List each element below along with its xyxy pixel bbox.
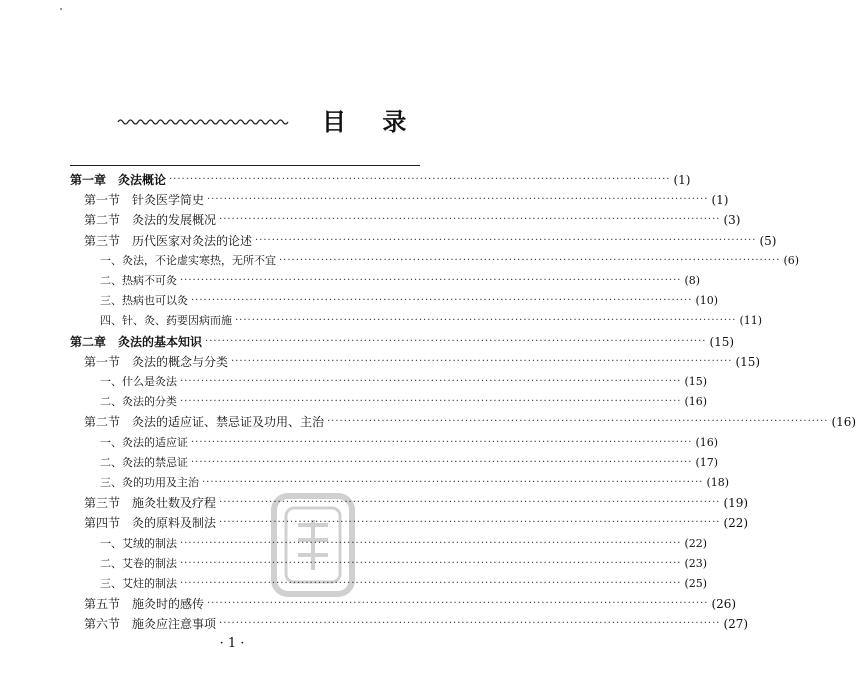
toc-leader-dots: ························································································································	[180, 376, 682, 387]
toc-entry-section[interactable]	[84, 412, 856, 432]
toc-leader-dots: ························································································································	[327, 416, 829, 428]
toc-entry-page: (16)	[695, 435, 719, 449]
toc-entry-label: 第五节 施灸时的感传	[84, 597, 205, 612]
toc-entry-section[interactable]	[84, 614, 749, 634]
toc-leader-dots: ························································································································	[207, 194, 709, 206]
toc-entry-page: (27)	[723, 617, 749, 632]
toc-leader-dots: ························································································································	[202, 477, 704, 488]
toc-entry-label: 二、艾卷的制法	[100, 556, 177, 570]
toc-entry-label: 一、灸法的适应证	[100, 435, 188, 449]
toc-entry-page: (15)	[684, 375, 708, 388]
toc-entry-label: 第三节 施灸壮数及疗程	[84, 496, 217, 511]
toc-leader-dots: ························································································································	[207, 598, 709, 610]
toc-entry-section[interactable]	[84, 594, 737, 614]
toc-entry-page: (5)	[759, 233, 777, 248]
toc-entry-section[interactable]	[84, 513, 749, 533]
toc-leader-dots: ························································································································	[219, 517, 721, 529]
toc-entry-label: 三、艾炷的制法	[100, 577, 177, 590]
toc-entry-page: (16)	[831, 415, 856, 430]
toc-entry-page: (10)	[695, 294, 719, 308]
toc-entry-sub[interactable]	[100, 291, 719, 311]
toc-entry-page: (22)	[723, 516, 749, 531]
toc-entry-label: 第一章 灸法概论	[70, 173, 167, 187]
toc-leader-dots: ························································································································	[255, 234, 757, 246]
toc-entry-page: (26)	[711, 597, 737, 612]
toc-entry-section[interactable]	[84, 493, 749, 513]
toc-leader-dots: ························································································································	[180, 578, 682, 589]
toc-entry-section[interactable]	[84, 210, 741, 230]
toc-entry-page: (19)	[723, 496, 749, 511]
page-title: 目 录	[322, 108, 421, 136]
toc-leader-dots: ························································································································	[219, 618, 721, 630]
toc-leader-dots: ························································································································	[205, 335, 707, 347]
toc-leader-dots: ························································································································	[191, 436, 693, 448]
toc-entry-chapter[interactable]	[70, 170, 691, 190]
toc-entry-label: 二、热病不可灸	[100, 274, 177, 287]
toc-leader-dots: ························································································································	[231, 355, 733, 367]
toc-entry-page: (16)	[684, 395, 708, 409]
toc-entry-page: (25)	[684, 577, 708, 590]
toc-leader-dots: ························································································································	[219, 497, 721, 509]
toc-entry-sub[interactable]	[100, 392, 708, 412]
toc-leader-dots: ························································································································	[169, 174, 671, 185]
toc-leader-dots: ························································································································	[180, 557, 682, 569]
toc-entry-label: 一、灸法，不论虚实寒热，无所不宜	[100, 253, 276, 267]
toc-entry-page: (15)	[735, 354, 761, 369]
toc-leader-dots: ························································································································	[191, 456, 693, 468]
page-number: · 1 ·	[219, 636, 245, 651]
toc-entry-sub[interactable]	[100, 574, 708, 594]
toc-entry-page: (1)	[673, 173, 691, 187]
toc-entry-page: (11)	[739, 314, 763, 328]
toc-entry-page: (6)	[783, 253, 800, 267]
toc-entry-label: 第一节 针灸医学简史	[84, 193, 205, 208]
toc-entry-label: 第一节 灸法的概念与分类	[84, 354, 229, 369]
toc-leader-dots: ························································································································	[180, 396, 682, 408]
toc-entry-page: (17)	[695, 455, 719, 469]
toc-entry-sub[interactable]	[100, 534, 708, 554]
watermark-stamp	[268, 490, 358, 600]
toc-entry-label: 第二节 灸法的适应证、禁忌证及功用、主治	[84, 415, 325, 430]
toc-entry-page: (1)	[711, 193, 729, 208]
toc-entry-sub[interactable]	[100, 251, 800, 271]
toc-entry-page: (18)	[706, 476, 730, 489]
toc-top-rule	[70, 165, 420, 166]
toc-entry-section[interactable]	[84, 231, 777, 251]
toc-entry-sub[interactable]	[100, 271, 701, 291]
toc-leader-dots: ························································································································	[191, 295, 693, 307]
toc-entry-label: 一、艾绒的制法	[100, 536, 177, 550]
toc-leader-dots: ························································································································	[279, 254, 781, 266]
toc-entry-chapter[interactable]	[70, 332, 735, 352]
toc-leader-dots: ························································································································	[235, 315, 737, 327]
toc-entry-label: 二、灸法的分类	[100, 395, 177, 409]
toc-leader-dots: ························································································································	[180, 537, 682, 549]
toc-leader-dots: ························································································································	[219, 214, 721, 226]
toc-entry-label: 第三节 历代医家对灸法的论述	[84, 233, 253, 248]
toc-entry-section[interactable]	[84, 352, 761, 372]
toc-entry-sub[interactable]	[100, 311, 763, 331]
toc-entry-section[interactable]	[84, 190, 729, 210]
toc-entry-label: 第六节 施灸应注意事项	[84, 617, 217, 632]
toc-entry-page: (22)	[684, 536, 708, 550]
decorative-wave-rule	[118, 118, 288, 126]
toc-entry-label: 二、灸法的禁忌证	[100, 455, 188, 469]
toc-entry-label: 一、什么是灸法	[100, 375, 177, 388]
toc-entry-label: 三、灸的功用及主治	[100, 476, 199, 489]
toc-entry-label: 第二章 灸法的基本知识	[70, 334, 203, 349]
toc-entry-page: (3)	[723, 213, 741, 228]
scan-speck	[60, 8, 62, 10]
toc-entry-page: (8)	[684, 274, 701, 287]
toc-entry-sub[interactable]	[100, 473, 730, 493]
toc-entry-page: (23)	[684, 556, 708, 570]
toc-entry-label: 第二节 灸法的发展概况	[84, 213, 217, 228]
toc-entry-sub[interactable]	[100, 453, 719, 473]
toc-entry-label: 四、针、灸、药要因病而施	[100, 314, 232, 328]
toc-leader-dots: ························································································································	[180, 275, 682, 286]
toc-entry-sub[interactable]	[100, 372, 708, 392]
toc-entry-label: 第四节 灸的原料及制法	[84, 516, 217, 531]
toc-entry-page: (15)	[709, 334, 735, 349]
toc-entry-label: 三、热病也可以灸	[100, 294, 188, 308]
toc-entry-sub[interactable]	[100, 554, 708, 574]
toc-entry-sub[interactable]	[100, 433, 719, 453]
